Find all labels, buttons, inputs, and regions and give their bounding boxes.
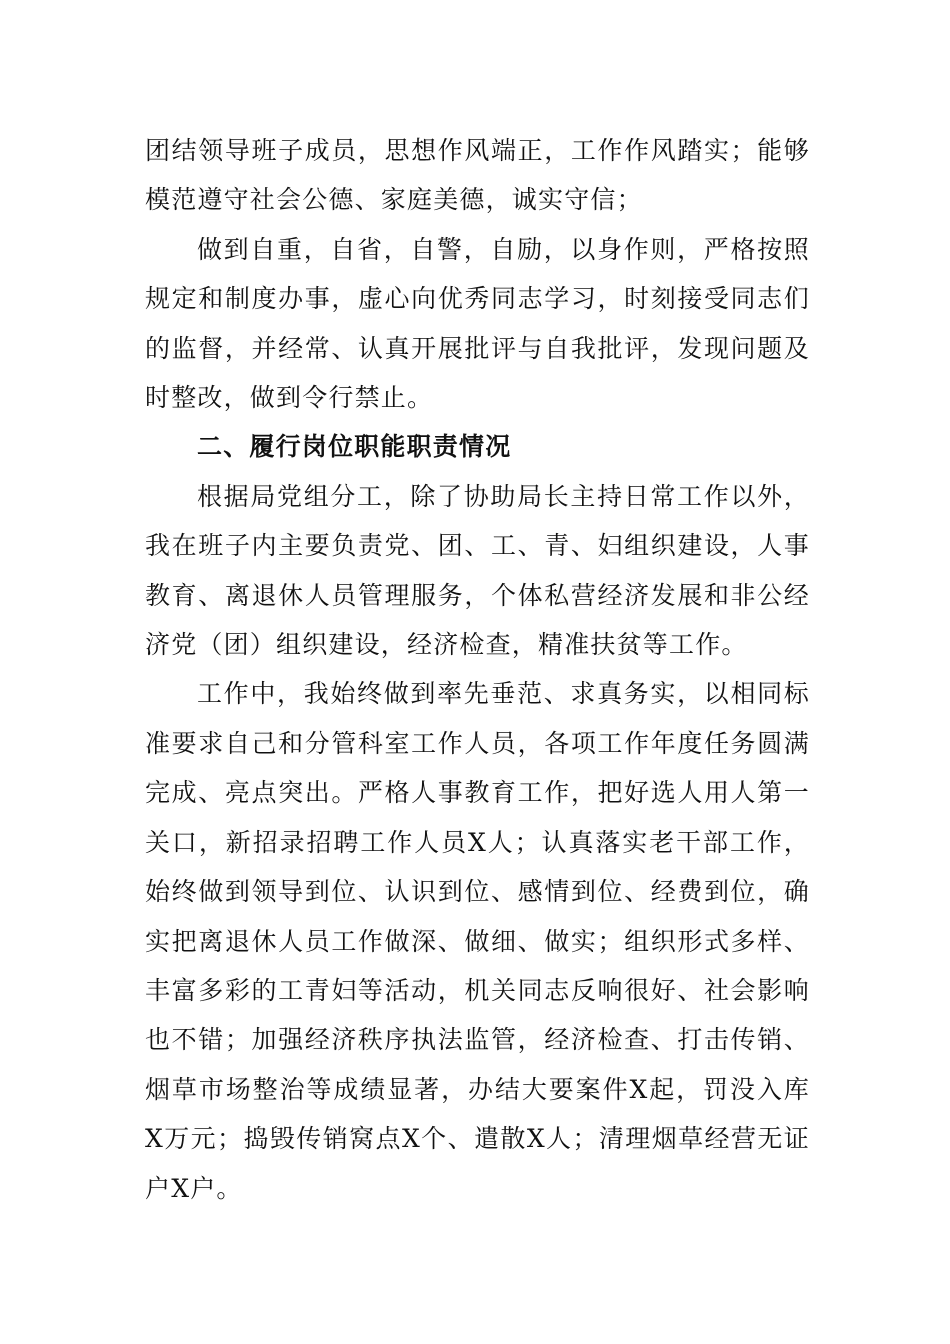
paragraph-1: 团结领导班子成员，思想作风端正，工作作风踏实；能够模范遵守社会公德、家庭美德，诚实守信；	[145, 136, 810, 215]
paragraph-3: 根据局党组分工，除了协助局长主持日常工作以外，我在班子内主要负责党、团、工、青、妇组织建设，人事教育、离退休人员管理服务，个体私营经济发展和非公经济党（团）组织建设，经济检查，精准扶贫等工作。	[145, 481, 810, 660]
section-heading: 二、履行岗位职能职责情况	[197, 432, 512, 462]
paragraph-2: 做到自重，自省，自警，自励，以身作则，严格按照规定和制度办事，虚心向优秀同志学习，时刻接受同志们的监督，并经常、认真开展批评与自我批评，发现问题及时整改，做到令行禁止。	[145, 234, 810, 413]
document-body	[145, 126, 810, 1213]
paragraph-4: 工作中，我始终做到率先垂范、求真务实，以相同标准要求自己和分管科室工作人员，各项工作年度任务圆满完成、亮点突出。严格人事教育工作，把好选人用人第一关口，新招录招聘工作人员X人；认真落实老干部工作，始终做到领导到位、认识到位、感情到位、经费到位，确实把离退休人员工作做深、做细、做实；组织形式多样、丰富多彩的工青妇等活动，机关同志反响很好、社会影响也不错；加强经济秩序执法监管，经济检查、打击传销、烟草市场整治等成绩显著，办结大要案件X起，罚没入库X万元；捣毁传销窝点X个、遣散X人；清理烟草经营无证户X户。	[145, 679, 810, 1203]
